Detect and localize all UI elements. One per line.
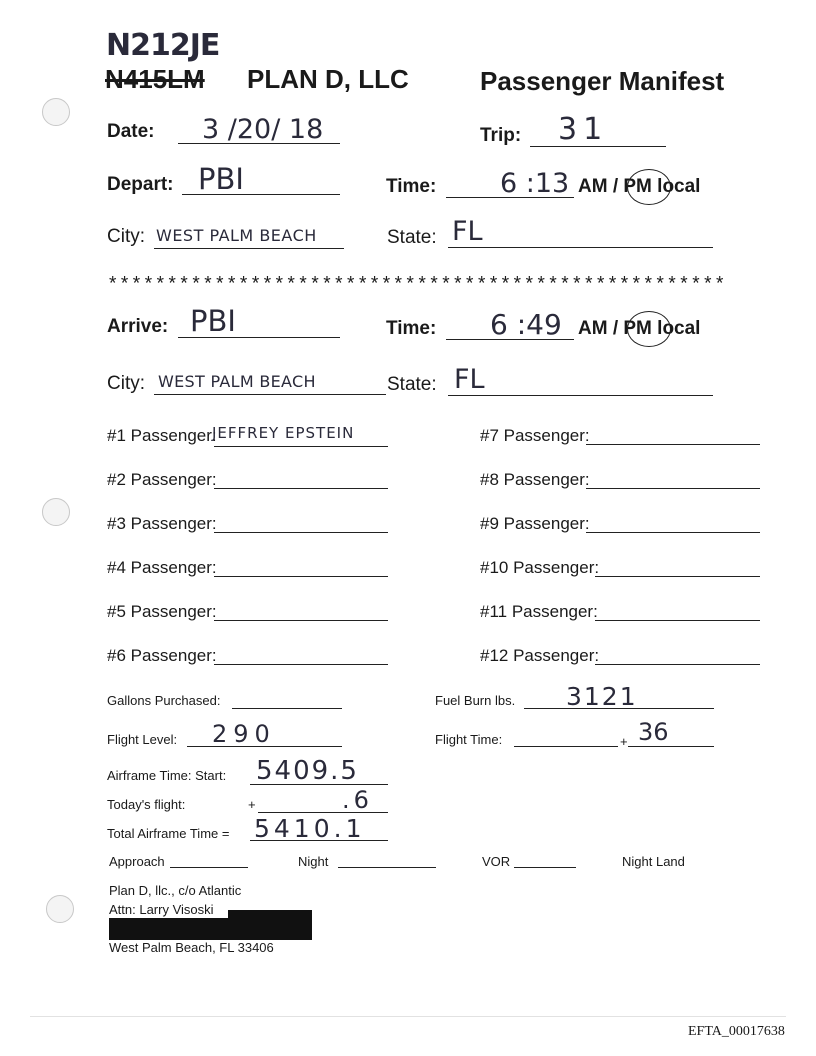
gallons-label: Gallons Purchased: (107, 693, 221, 708)
todays-flight-plus: + (248, 797, 256, 812)
flight-time-min-line (628, 746, 714, 747)
passenger-line[interactable] (595, 576, 760, 577)
night-land-label: Night Land (622, 854, 685, 869)
approach-line[interactable] (170, 867, 248, 868)
airframe-start-value[interactable]: 5409.5 (256, 756, 359, 786)
passenger-label: #10 Passenger: (480, 558, 600, 577)
fuel-burn-value[interactable]: 3121 (566, 682, 638, 711)
date-label: Date: (107, 121, 155, 142)
new-tail-number: N212JE (106, 28, 220, 63)
binder-hole (46, 895, 74, 923)
trip-number[interactable]: 31 (558, 112, 609, 147)
flight-level-label: Flight Level: (107, 732, 178, 747)
passenger-label: #9 Passenger: (480, 514, 590, 533)
passenger-name[interactable]: JEFFREY EPSTEIN (212, 424, 355, 442)
bates-number: EFTA_00017638 (688, 1024, 785, 1039)
depart-label: Depart: (107, 174, 174, 195)
arrive-city[interactable]: WEST PALM BEACH (158, 372, 316, 391)
passenger-label: #5 Passenger: (107, 602, 217, 621)
depart-city-label: City: (107, 226, 145, 247)
company-name: PLAN D, LLC (247, 64, 409, 94)
arrive-state[interactable]: FL (454, 364, 485, 395)
passenger-line[interactable] (586, 444, 760, 445)
passenger-label: #3 Passenger: (107, 514, 217, 533)
passenger-label: #6 Passenger: (107, 646, 217, 665)
arrive-label: Arrive: (107, 316, 169, 337)
flight-time-hours-line[interactable] (514, 746, 618, 747)
arrive-ampm: AM / PM local (578, 318, 701, 339)
redaction-block (228, 910, 312, 940)
passenger-label: #1 Passenger: (107, 426, 217, 445)
separator-stars: **************************************************** (107, 274, 726, 296)
redaction-block (109, 918, 228, 940)
date-value[interactable]: 3 /20/ 18 (202, 114, 324, 145)
passenger-label: #7 Passenger: (480, 426, 590, 445)
arrive-city-label: City: (107, 373, 145, 394)
flight-level-value[interactable]: 290 (212, 720, 276, 748)
total-airframe-label: Total Airframe Time = (107, 826, 230, 841)
passenger-line[interactable] (595, 620, 760, 621)
depart-code[interactable]: PBI (198, 162, 244, 196)
arrive-code[interactable]: PBI (190, 304, 236, 338)
passenger-line[interactable] (586, 532, 760, 533)
depart-state[interactable]: FL (452, 216, 483, 247)
page-edge (30, 1016, 786, 1017)
passenger-label: #2 Passenger: (107, 470, 217, 489)
passenger-line[interactable] (214, 620, 388, 621)
arrive-time-label: Time: (386, 318, 437, 339)
arrive-time[interactable]: 6 :49 (490, 308, 562, 341)
depart-city[interactable]: WEST PALM BEACH (156, 226, 317, 245)
binder-hole (42, 498, 70, 526)
fuel-burn-label: Fuel Burn lbs. (435, 693, 516, 708)
vor-line[interactable] (514, 867, 576, 868)
address-line-2: Attn: Larry Visoski (109, 902, 214, 917)
approach-label: Approach (109, 854, 165, 869)
night-line[interactable] (338, 867, 436, 868)
arrive-state-line (448, 395, 713, 396)
passenger-line[interactable] (214, 664, 388, 665)
passenger-line[interactable] (214, 576, 388, 577)
passenger-label: #12 Passenger: (480, 646, 600, 665)
todays-flight-value[interactable]: .6 (342, 786, 373, 814)
depart-state-label: State: (387, 227, 437, 248)
flight-time-plus: + (620, 734, 628, 749)
passenger-line (214, 446, 388, 447)
passenger-label: #8 Passenger: (480, 470, 590, 489)
arrive-city-line (154, 394, 386, 395)
address-line-4: West Palm Beach, FL 33406 (109, 940, 274, 955)
depart-ampm: AM / PM local (578, 176, 701, 197)
page-title: Passenger Manifest (480, 66, 725, 96)
flight-time-value[interactable]: 36 (638, 718, 669, 746)
passenger-line[interactable] (595, 664, 760, 665)
address-line-1: Plan D, llc., c/o Atlantic (109, 883, 242, 898)
vor-label: VOR (482, 854, 511, 869)
todays-flight-label: Today's flight: (107, 797, 186, 812)
flight-time-label: Flight Time: (435, 732, 503, 747)
pm-circle-mark (627, 169, 671, 205)
arrive-state-label: State: (387, 374, 437, 395)
airframe-start-label: Airframe Time: Start: (107, 768, 227, 783)
passenger-label: #11 Passenger: (480, 602, 598, 621)
passenger-line[interactable] (214, 532, 388, 533)
depart-time-label: Time: (386, 176, 437, 197)
binder-hole (42, 98, 70, 126)
night-label: Night (298, 854, 329, 869)
depart-state-line (448, 247, 713, 248)
trip-label: Trip: (480, 125, 522, 146)
gallons-line[interactable] (232, 708, 342, 709)
pm-circle-mark (627, 311, 671, 347)
total-airframe-value[interactable]: 5410.1 (254, 814, 366, 843)
passenger-line[interactable] (214, 488, 388, 489)
passenger-line[interactable] (586, 488, 760, 489)
depart-time[interactable]: 6 :13 (500, 168, 570, 199)
passenger-label: #4 Passenger: (107, 558, 217, 577)
depart-city-line (154, 248, 344, 249)
old-tail-number: N415LM (105, 64, 205, 94)
